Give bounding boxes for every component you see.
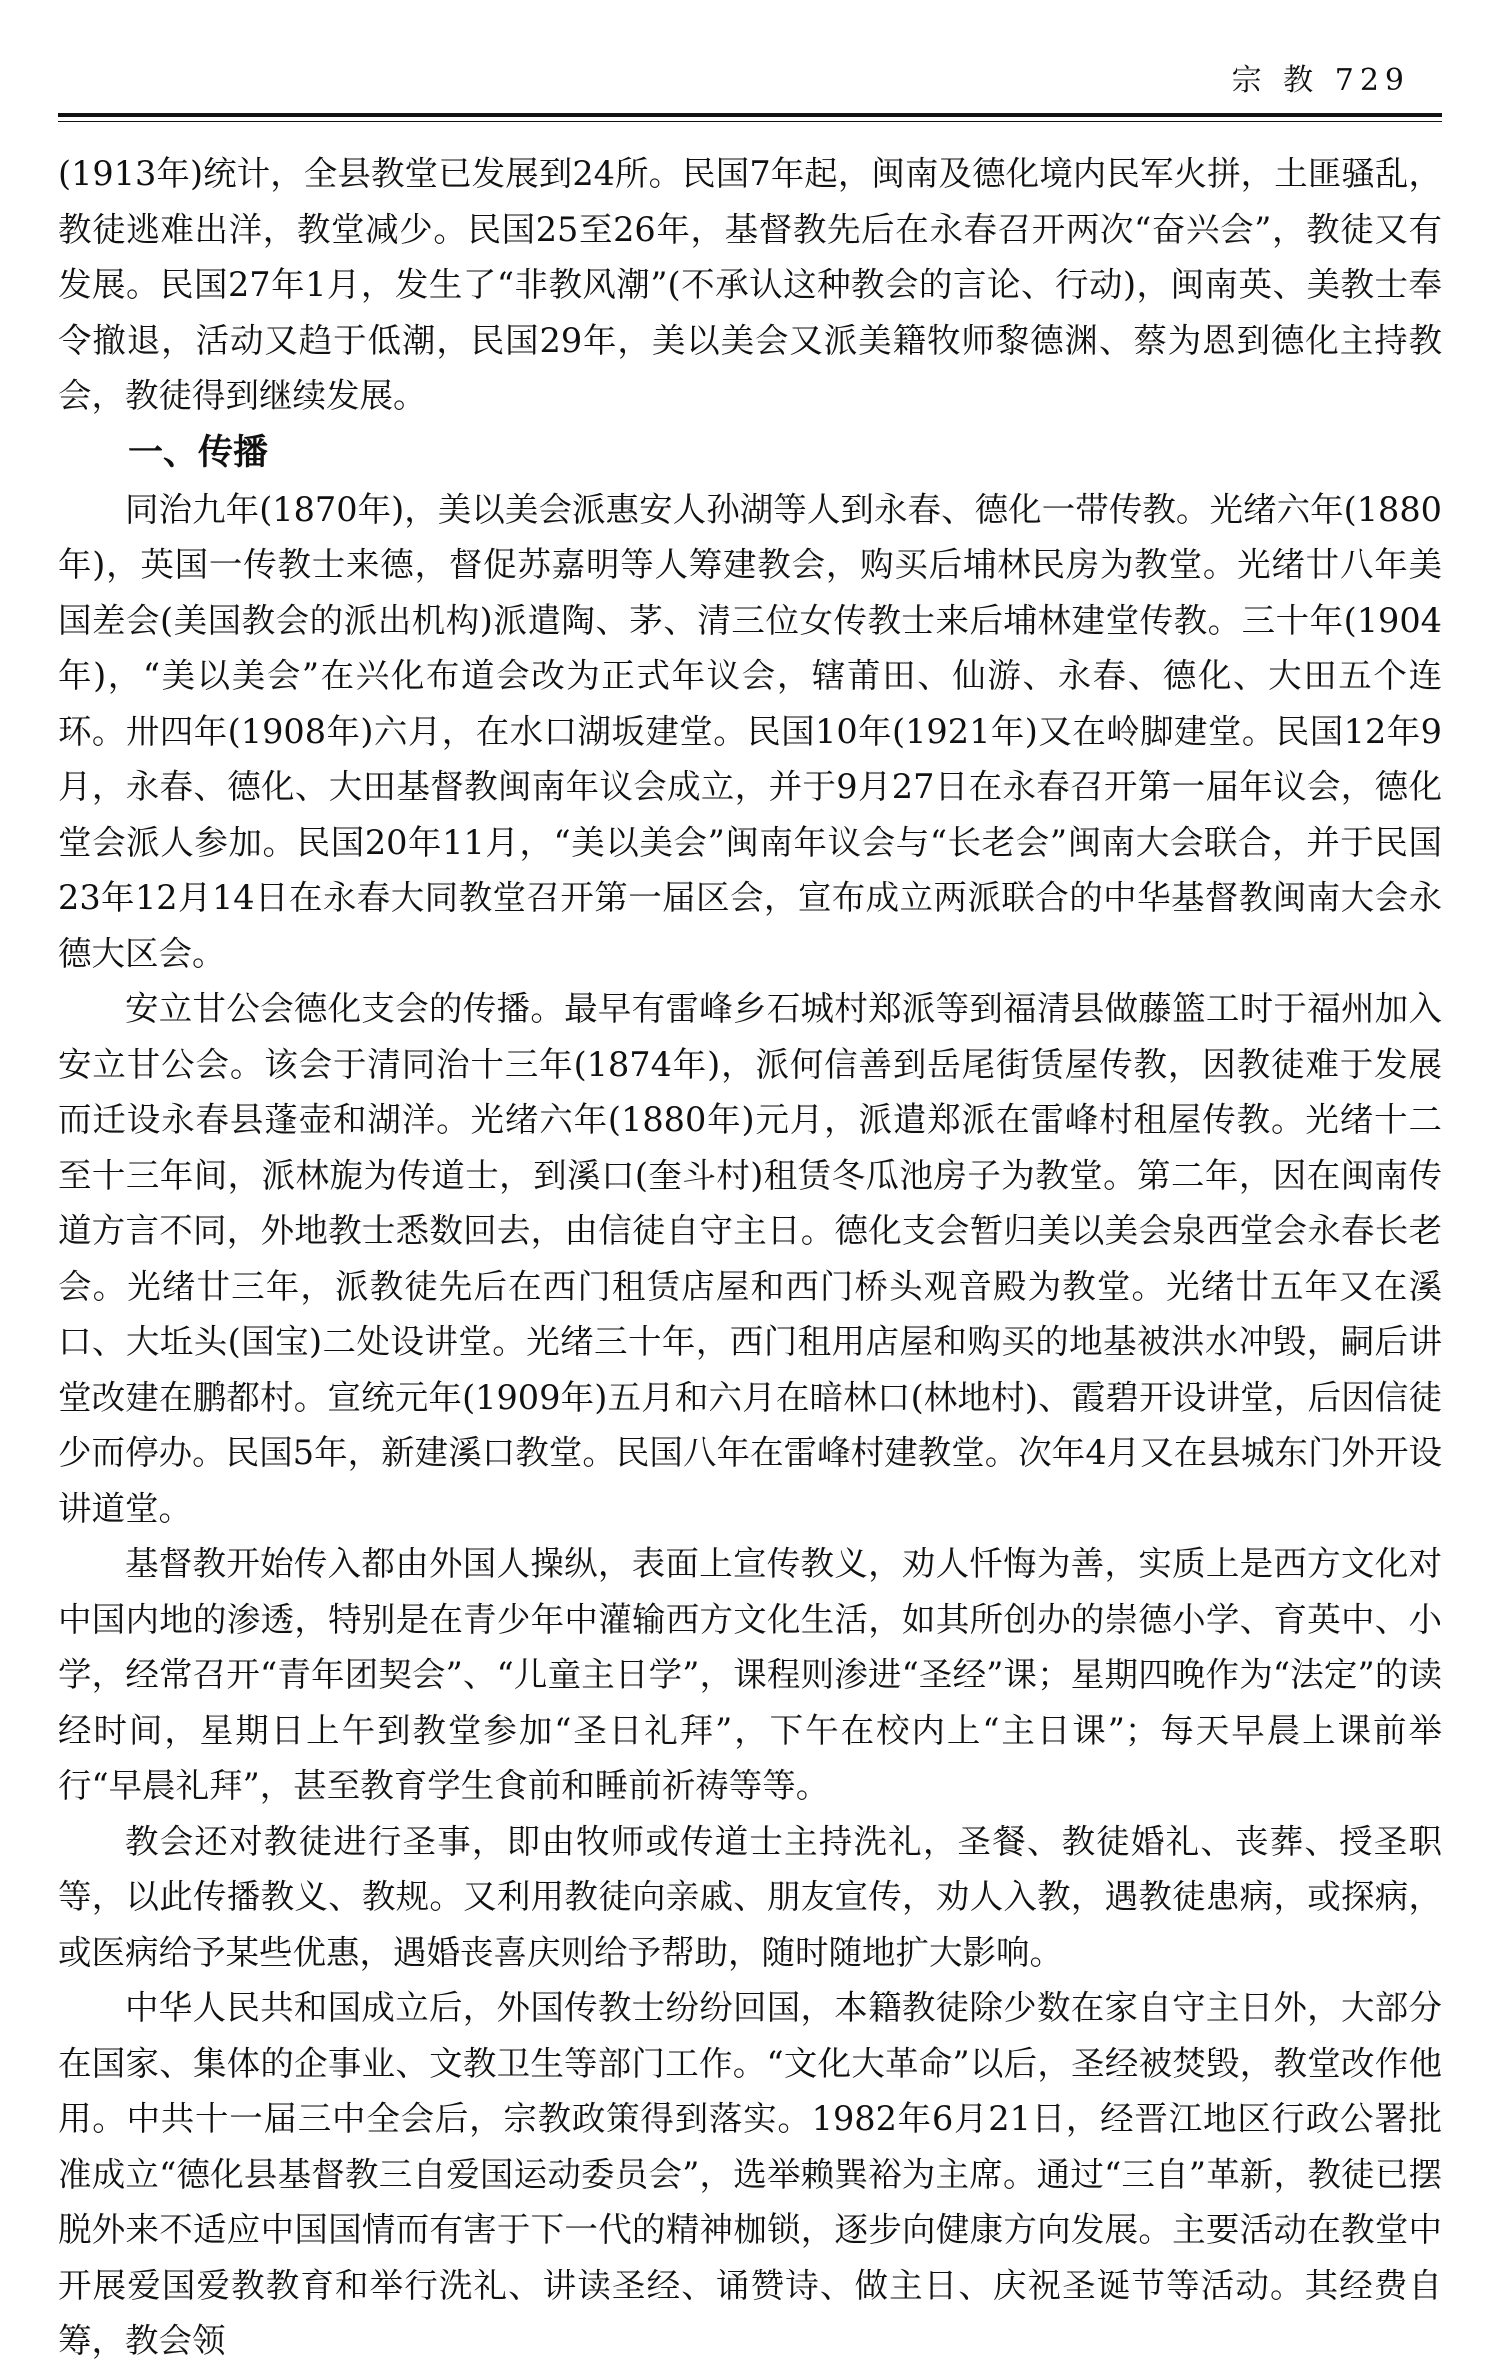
section-heading: 一、传播 (128, 432, 269, 473)
paragraph: 基督教开始传入都由外国人操纵，表面上宣传教义，劝人忏悔为善，实质上是西方文化对中国内地的渗透，特别是在青少年中灌输西方文化生活，如其所创办的崇德小学、育英中、小学，经常召开“青年团契会”、“儿童主日学”，课程则渗进“圣经”课；星期四晚作为“法定”的读经时间，星期日上午到教堂参加“圣日礼拜”，下午在校内上“主日课”；每天早晨上课前举行“早晨礼拜”，甚至教育学生食前和睡前祈祷等等。 (58, 1544, 1442, 1805)
header-rule (58, 113, 1442, 117)
paragraph: 安立甘公会德化支会的传播。最早有雷峰乡石城村郑派等到福清县做藤篮工时于福州加入安立甘公会。该会于清同治十三年(1874年)，派何信善到岳尾街赁屋传教，因教徒难于发展而迁设永春县蓬壶和湖洋。光绪六年(1880年)元月，派遣郑派在雷峰村租屋传教。光绪十二至十三年间，派林旎为传道士，到溪口(奎斗村)租赁冬瓜池房子为教堂。第二年，因在闽南传道方言不同，外地教士悉数回去，由信徒自守主日。德化支会暂归美以美会泉西堂会永春长老会。光绪廿三年，派教徒先后在西门租赁店屋和西门桥头观音殿为教堂。光绪廿五年又在溪口、大坵头(国宝)二处设讲堂。光绪三十年，西门租用店屋和购买的地基被洪水冲毁，嗣后讲堂改建在鹏都村。宣统元年(1909年)五月和六月在暗林口(林地村)、霞碧开设讲堂，后因信徒少而停办。民国5年，新建溪口教堂。民国八年在雷峰村建教堂。次年4月又在县城东门外开设讲道堂。 (58, 989, 1442, 1528)
page-number: 729 (1334, 63, 1410, 98)
running-header (1231, 63, 1410, 98)
paragraph: 教会还对教徒进行圣事，即由牧师或传道士主持洗礼，圣餐、教徒婚礼、丧葬、授圣职等，以此传播教义、教规。又利用教徒向亲戚、朋友宣传，劝人入教，遇教徒患病，或探病，或医病给予某些优惠，遇婚丧喜庆则给予帮助，随时随地扩大影响。 (58, 1821, 1442, 1972)
paragraph-continued: (1913年)统计，全县教堂已发展到24所。民国7年起，闽南及德化境内民军火拼，土匪骚乱，教徒逃难出洋，教堂减少。民国25至26年，基督教先后在永春召开两次“奋兴会”，教徒又有发展。民国27年1月，发生了“非教风潮”(不承认这种教会的言论、行动)，闽南英、美教士奉令撤退，活动又趋于低潮，民国29年，美以美会又派美籍牧师黎德渊、蔡为恩到德化主持教会，教徒得到继续发展。 (58, 154, 1442, 415)
paragraph: 同治九年(1870年)，美以美会派惠安人孙湖等人到永春、德化一带传教。光绪六年(1880年)，英国一传教士来德，督促苏嘉明等人筹建教会，购买后埔林民房为教堂。光绪廿八年美国差会(美国教会的派出机构)派遣陶、茅、清三位女传教士来后埔林建堂传教。三十年(1904年)，“美以美会”在兴化布道会改为正式年议会，辖莆田、仙游、永春、德化、大田五个连环。卅四年(1908年)六月，在水口湖坂建堂。民国10年(1921年)又在岭脚建堂。民国12年9月，永春、德化、大田基督教闽南年议会成立，并于9月27日在永春召开第一届年议会，德化堂会派人参加。民国20年11月，“美以美会”闽南年议会与“长老会”闽南大会联合，并于民国23年12月14日在永春大同教堂召开第一届区会，宣布成立两派联合的中华基督教闽南大会永德大区会。 (58, 489, 1442, 973)
header-title: 宗 教 (1231, 63, 1320, 98)
paragraph: 中华人民共和国成立后，外国传教士纷纷回国，本籍教徒除少数在家自守主日外，大部分在国家、集体的企事业、文教卫生等部门工作。“文化大革命”以后，圣经被焚毁，教堂改作他用。中共十一届三中全会后，宗教政策得到落实。1982年6月21日，经晋江地区行政公署批准成立“德化县基督教三自爱国运动委员会”，选举赖巽裕为主席。通过“三自”革新，教徒已摆脱外来不适应中国国情而有害于下一代的精神枷锁，逐步向健康方向发展。主要活动在教堂中开展爱国爱教教育和举行洗礼、讲读圣经、诵赞诗、做主日、庆祝圣诞节等活动。其经费自筹，教会领 (58, 1988, 1442, 2360)
page-body (58, 146, 1442, 2369)
header-rule-thin (58, 121, 1442, 122)
